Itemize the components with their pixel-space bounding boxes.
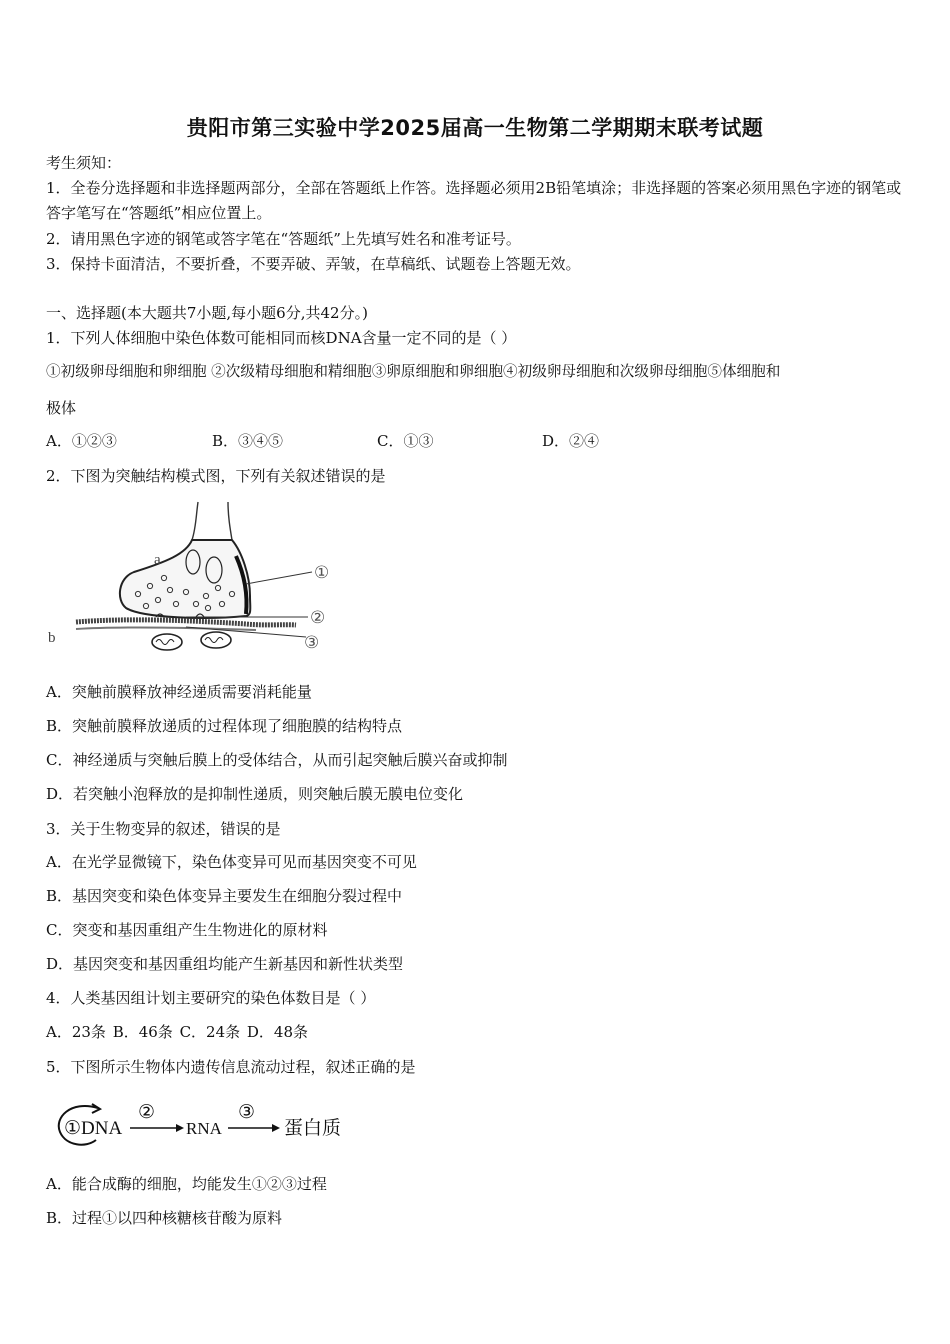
- label-b: b: [48, 630, 56, 646]
- section-heading: 一、选择题(本大题共7小题,每小题6分,共42分。): [46, 304, 368, 322]
- translation-arrowhead: [272, 1124, 280, 1132]
- axon-right-edge: [228, 502, 232, 540]
- q3-option-c[interactable]: C．突变和基因重组产生生物进化的原材料: [46, 921, 328, 939]
- q4-stem: 4．人类基因组计划主要研究的染色体数目是（ ）: [46, 989, 376, 1007]
- leader-line-1: [246, 572, 312, 584]
- q3-option-d[interactable]: D．基因突变和基因重组均能产生新基因和新性状类型: [46, 955, 404, 973]
- q2-option-b[interactable]: B．突触前膜释放递质的过程体现了细胞膜的结构特点: [46, 717, 403, 735]
- label-a: a: [154, 552, 161, 568]
- q1-option-b[interactable]: B．③④⑤: [212, 432, 284, 450]
- q5-option-a[interactable]: A．能合成酶的细胞，均能发生①②③过程: [46, 1175, 327, 1193]
- dna-label: ①DNA: [64, 1118, 123, 1139]
- q2-option-c[interactable]: C．神经递质与突触后膜上的受体结合，从而引起突触后膜兴奋或抑制: [46, 751, 508, 769]
- q3-option-b[interactable]: B．基因突变和染色体变异主要发生在细胞分裂过程中: [46, 887, 403, 905]
- notice-item-3: 3．保持卡面清洁，不要折叠，不要弄破、弄皱，在草稿纸、试题卷上答题无效。: [46, 255, 581, 273]
- marker-2: ②: [310, 608, 326, 628]
- q3-option-a[interactable]: A．在光学显微镜下，染色体变异可见而基因突变不可见: [46, 853, 417, 871]
- synaptic-knob: [120, 540, 250, 618]
- q5-stem: 5．下图所示生物体内遗传信息流动过程，叙述正确的是: [46, 1058, 416, 1076]
- replication-arrowhead: [92, 1104, 100, 1113]
- postsynaptic-membrane: [76, 620, 296, 625]
- q1-option-a[interactable]: A．①②③: [46, 432, 117, 450]
- postsynaptic-membrane-edge: [76, 627, 256, 630]
- rna-label: RNA: [186, 1119, 222, 1138]
- notice-item-2: 2．请用黑色字迹的钢笔或答字笔在“答题纸”上先填写姓名和准考证号。: [46, 230, 521, 248]
- q1-option-d[interactable]: D．②④: [542, 432, 600, 450]
- protein-label: 蛋白质: [284, 1117, 342, 1139]
- exam-title: 贵阳市第三实验中学2025届高一生物第二学期期末联考试题: [186, 116, 764, 140]
- q4-options[interactable]: A．23条 B．46条 C．24条 D．48条: [46, 1023, 309, 1041]
- q5-option-b[interactable]: B．过程①以四种核糖核苷酸为原料: [46, 1209, 283, 1227]
- transcription-arrowhead: [176, 1124, 184, 1132]
- q2-stem: 2．下图为突触结构模式图，下列有关叙述错误的是: [46, 467, 386, 485]
- marker-1: ①: [314, 563, 330, 583]
- synapse-diagram: [46, 496, 346, 662]
- central-dogma-diagram: [52, 1096, 362, 1156]
- step-2-marker: ②: [138, 1101, 156, 1123]
- axon-left-edge: [192, 502, 198, 540]
- q2-option-a[interactable]: A．突触前膜释放神经递质需要消耗能量: [46, 683, 312, 701]
- notice-heading: 考生须知：: [46, 154, 122, 172]
- q3-stem: 3．关于生物变异的叙述，错误的是: [46, 820, 281, 838]
- q1-items-line1: ①初级卵母细胞和卵细胞 ②次级精母细胞和精细胞③卵原细胞和卵细胞④初级卵母细胞和次级卵母细胞⑤体细胞和: [46, 363, 781, 380]
- q1-option-c[interactable]: C．①③: [377, 432, 434, 450]
- notice-item-1: 1．全卷分选择题和非选择题两部分，全部在答题纸上作答。选择题必须用2B铅笔填涂；非选择题的答案必须用黑色字迹的钢笔或答字笔写在“答题纸”相应位置上。: [46, 179, 902, 222]
- q1-items-line2: 极体: [46, 399, 77, 417]
- step-3-marker: ③: [238, 1101, 256, 1123]
- marker-3: ③: [304, 633, 320, 653]
- q2-option-d[interactable]: D．若突触小泡释放的是抑制性递质，则突触后膜无膜电位变化: [46, 785, 464, 803]
- q1-stem: 1．下列人体细胞中染色体数可能相同而核DNA含量一定不同的是（ ）: [46, 329, 517, 347]
